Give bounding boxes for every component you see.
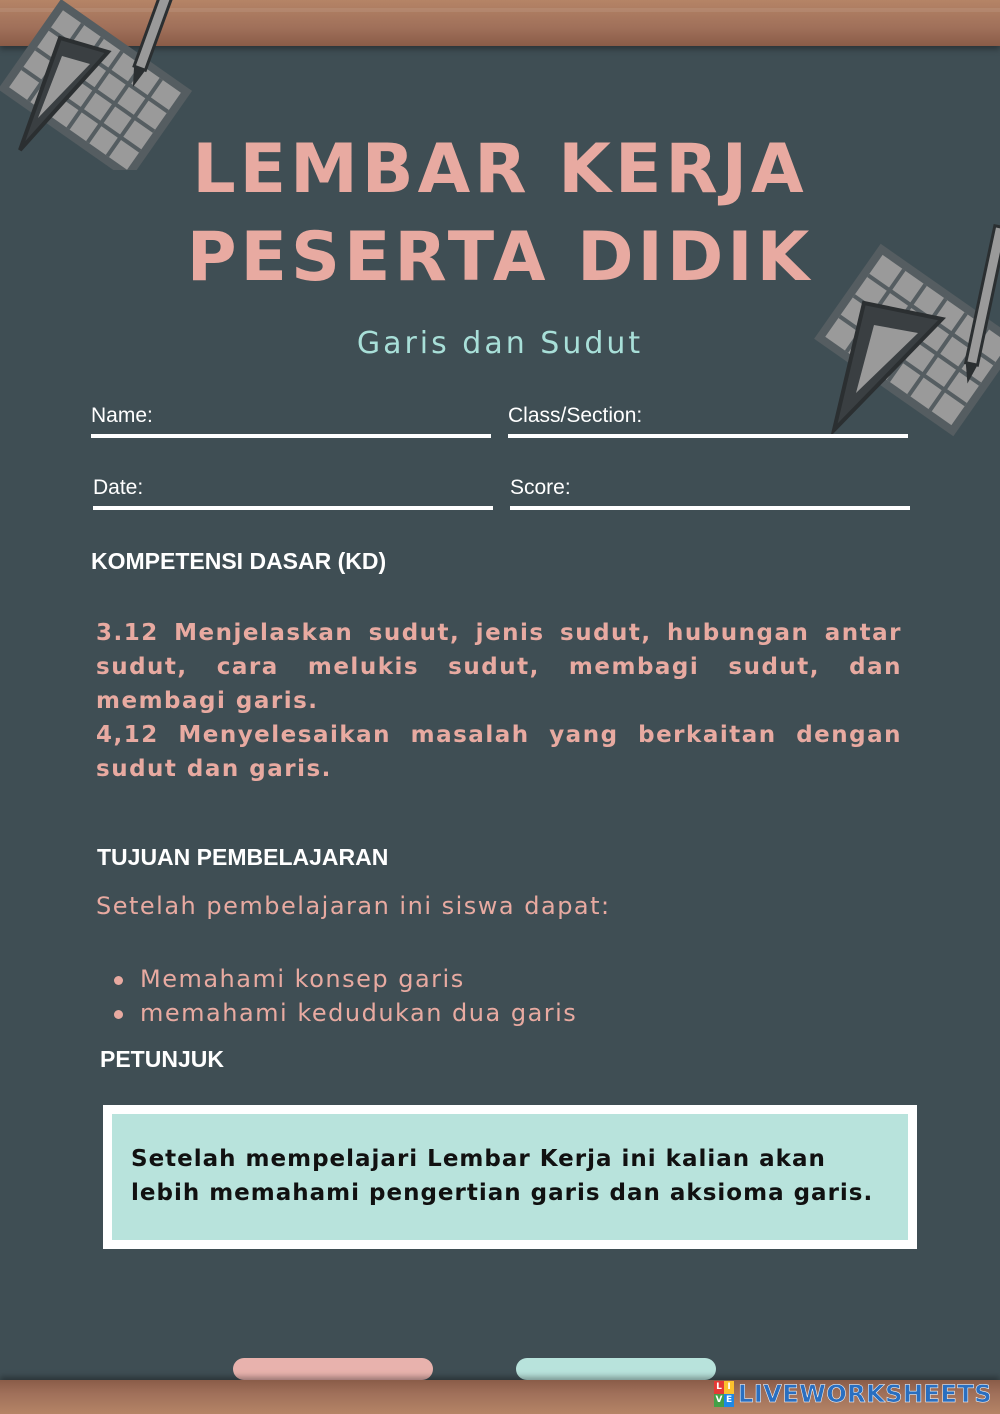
list-item-text: Memahami konsep garis bbox=[140, 965, 465, 993]
page-title: LEMBAR KERJA bbox=[192, 130, 808, 209]
tujuan-intro: Setelah pembelajaran ini siswa dapat: bbox=[96, 892, 611, 920]
kompetensi-item: 3.12 Menjelaskan sudut, jenis sudut, hubungan antar sudut, cara melukis sudut, membagi sudut, dan membagi garis. bbox=[96, 620, 902, 714]
page-title-line-2: PESERTA DIDIK bbox=[186, 218, 814, 297]
petunjuk-box bbox=[103, 1105, 917, 1249]
kompetensi-item: 4,12 Menyelesaikan masalah yang berkaitan dengan sudut dan garis. bbox=[96, 722, 902, 782]
liveworksheets-logo[interactable] bbox=[714, 1380, 992, 1408]
list-item-text: memahami kedudukan dua garis bbox=[140, 999, 578, 1027]
kompetensi-heading: KOMPETENSI DASAR (KD) bbox=[91, 548, 387, 574]
petunjuk-text: Setelah mempelajari Lembar Kerja ini kalian akan lebih memahami pengertian garis dan aksioma garis. bbox=[131, 1146, 874, 1206]
logo-badge-icon bbox=[714, 1381, 734, 1407]
tujuan-list bbox=[96, 962, 577, 1030]
date-field[interactable] bbox=[93, 462, 493, 510]
petunjuk-box-inner bbox=[112, 1114, 908, 1240]
bullet-icon bbox=[114, 1010, 123, 1019]
score-field[interactable] bbox=[510, 462, 910, 510]
logo-text: LIVEWORKSHEETS bbox=[738, 1380, 992, 1408]
teal-chalk bbox=[516, 1358, 716, 1380]
pink-chalk bbox=[233, 1358, 433, 1380]
name-label: Name: bbox=[91, 404, 153, 427]
name-field[interactable] bbox=[91, 390, 491, 438]
petunjuk-heading: PETUNJUK bbox=[100, 1046, 224, 1072]
kompetensi-list bbox=[96, 616, 902, 786]
logo-badge-letter: E bbox=[725, 1395, 733, 1405]
logo-badge-letter: V bbox=[715, 1395, 723, 1405]
logo-badge-letter: I bbox=[724, 1381, 734, 1394]
class-section-label: Class/Section: bbox=[508, 404, 643, 427]
list-item bbox=[96, 962, 577, 996]
list-item bbox=[96, 996, 577, 1030]
tujuan-heading: TUJUAN PEMBELAJARAN bbox=[97, 844, 389, 870]
date-label: Date: bbox=[93, 476, 144, 499]
class-section-field[interactable] bbox=[508, 390, 908, 438]
page-subtitle: Garis dan Sudut bbox=[356, 326, 644, 361]
score-label: Score: bbox=[510, 476, 571, 499]
bullet-icon bbox=[114, 976, 123, 985]
logo-badge-letter: L bbox=[714, 1381, 724, 1394]
